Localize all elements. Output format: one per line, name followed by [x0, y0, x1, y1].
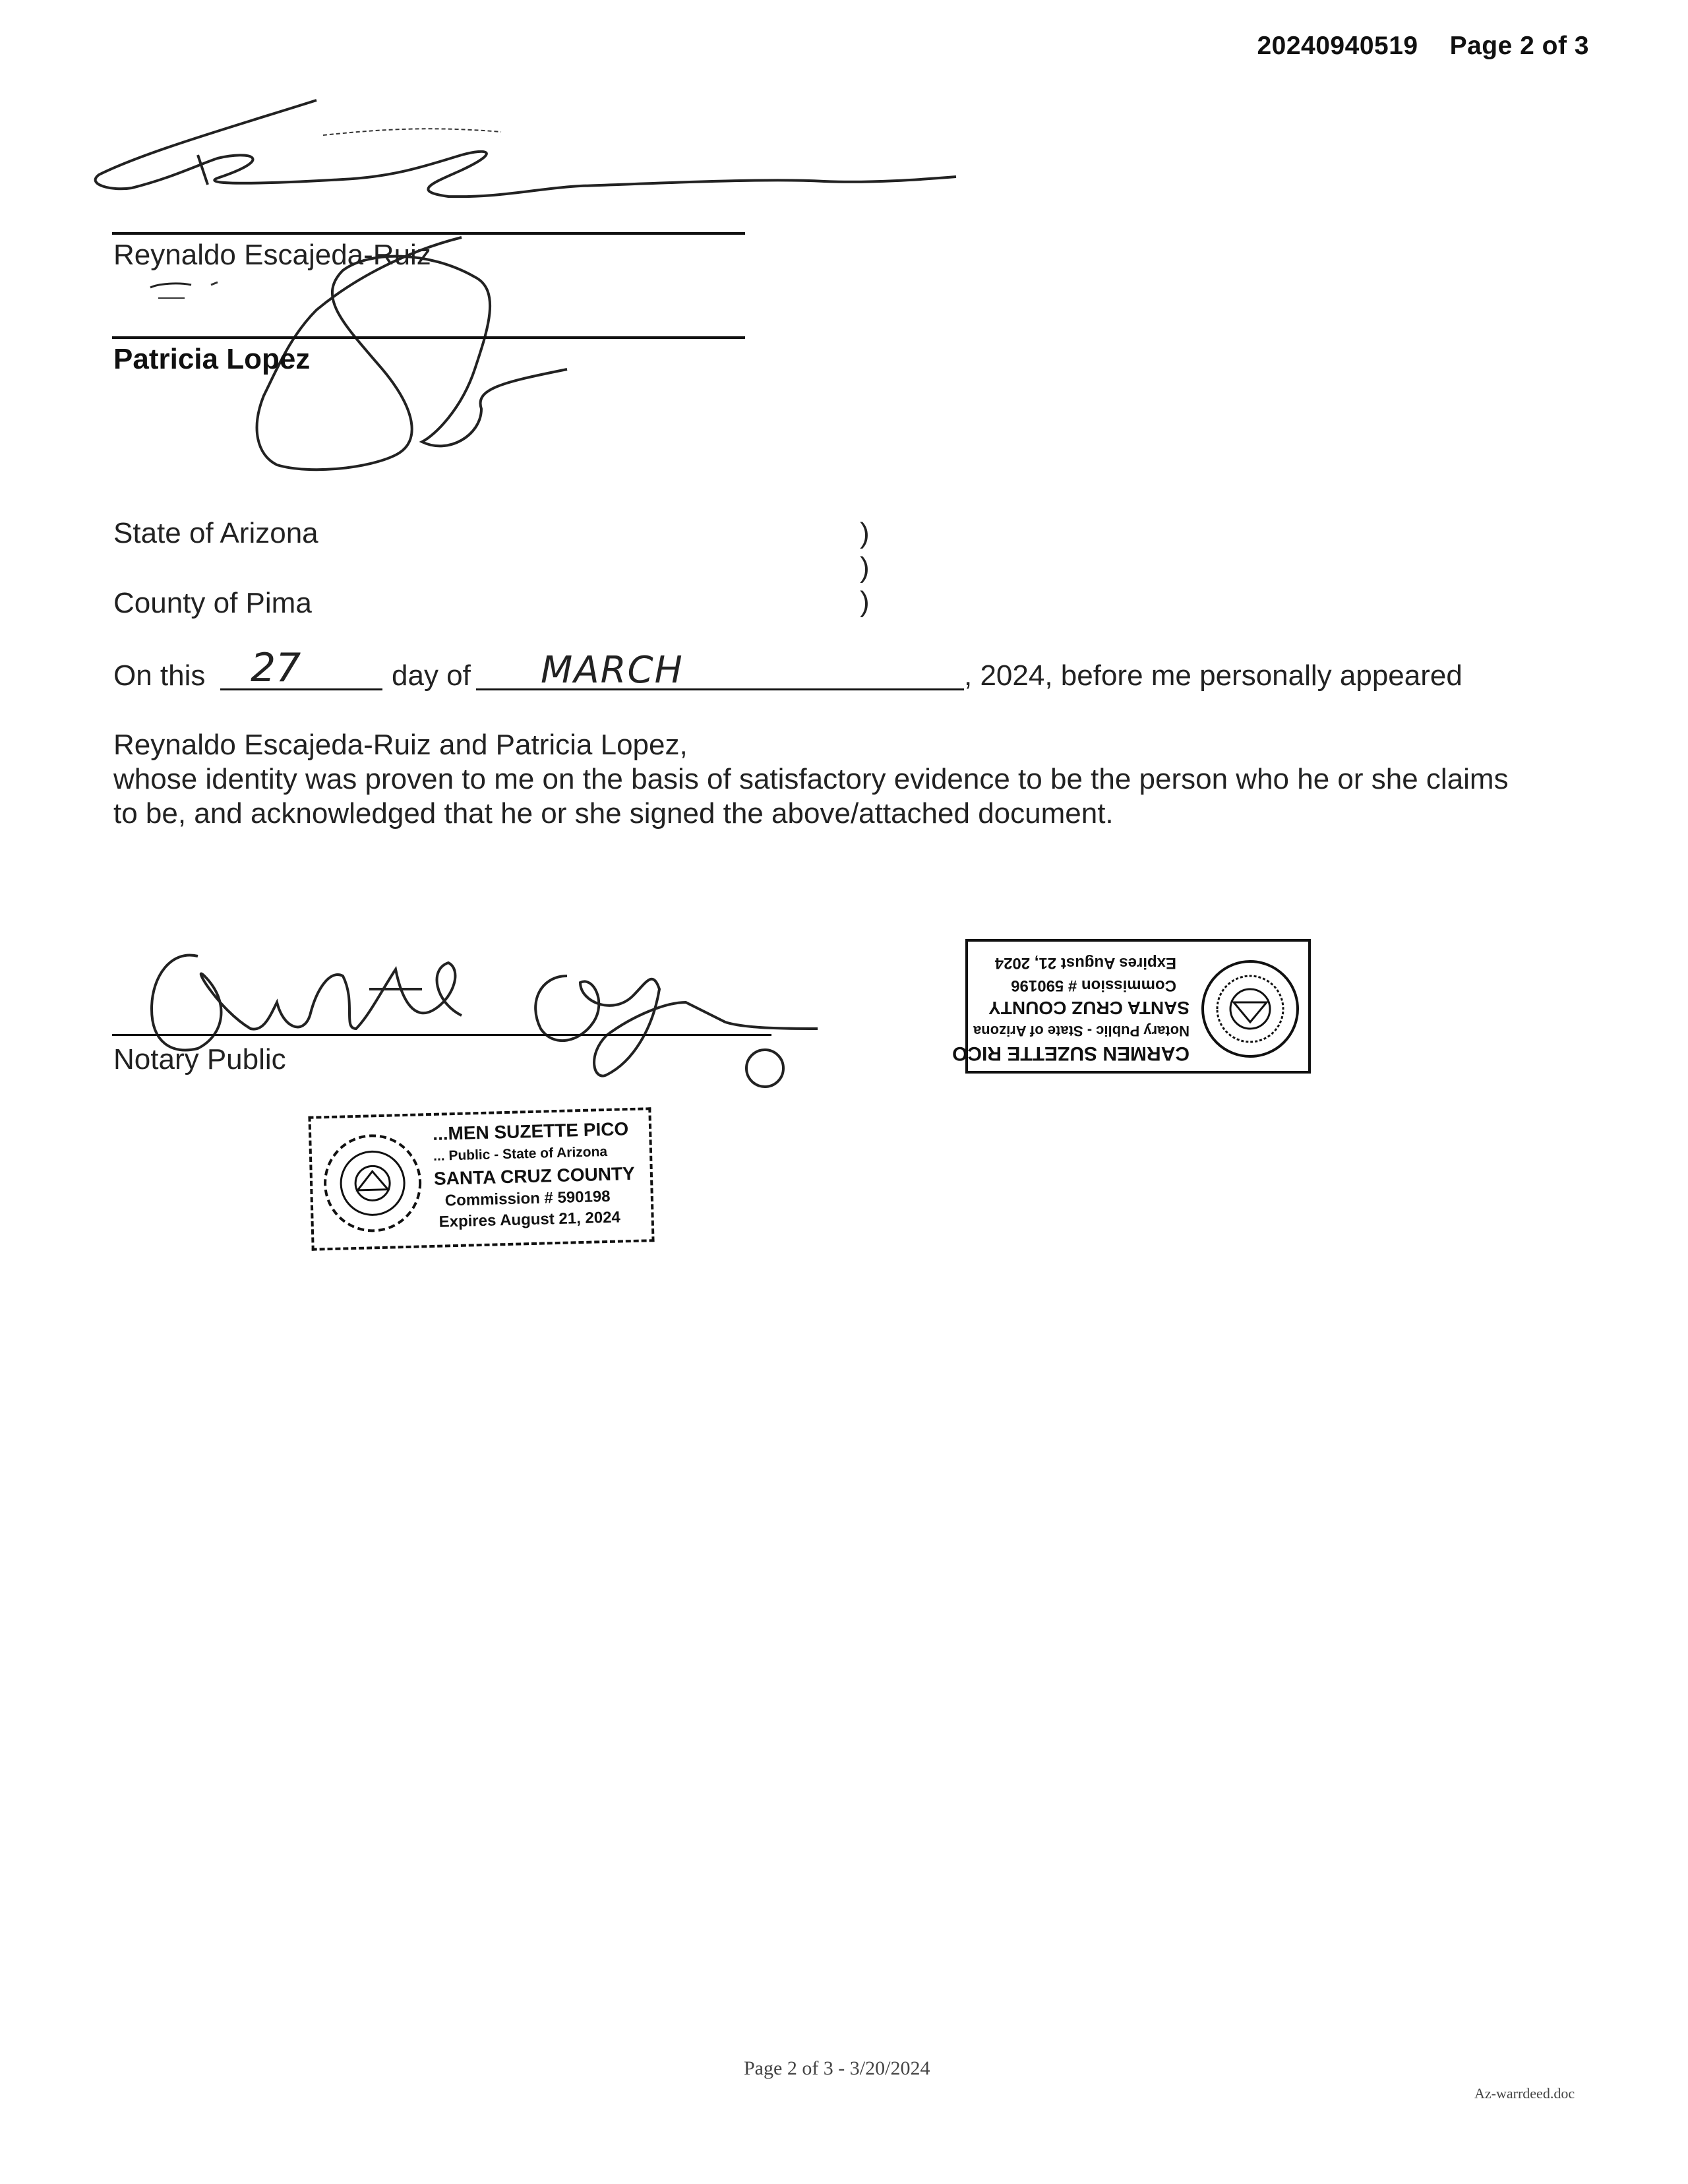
- signer-name-2: Patricia Lopez: [113, 343, 311, 375]
- ack-body-line-2: to be, and acknowledged that he or she signed the above/attached document.: [113, 797, 1114, 830]
- day-of-label: day of: [392, 659, 471, 692]
- notary-seal-icon: [1197, 956, 1303, 1062]
- month-handwritten: MARCH: [541, 649, 684, 692]
- notary-stamp-upright: [308, 1107, 654, 1251]
- footer-filename: Az-warrdeed.doc: [1474, 2085, 1575, 2102]
- ack-body-line-1: whose identity was proven to me on the basis of satisfactory evidence to be the person who he or she claims: [113, 763, 1509, 795]
- notary-seal-icon-2: [315, 1129, 430, 1237]
- state-label: State of Arizona: [113, 517, 318, 549]
- county-label: County of Pima: [113, 587, 312, 619]
- appeared-names: Reynaldo Escajeda-Ruiz and Patricia Lopez,: [113, 729, 688, 761]
- day-handwritten: 27: [251, 645, 301, 691]
- venue-paren-2: ): [860, 551, 870, 584]
- on-this-label: On this: [113, 659, 206, 692]
- year-text: , 2024, before me personally appeared: [964, 659, 1462, 692]
- stamp-expires: Expires August 21, 2024: [994, 954, 1176, 972]
- document-number: 20240940519: [1257, 32, 1418, 60]
- footer-page-info: Page 2 of 3 - 3/20/2024: [744, 2057, 930, 2079]
- stamp2-notary-state: ... Public - State of Arizona: [433, 1143, 608, 1164]
- page-indicator: Page 2 of 3: [1449, 32, 1589, 60]
- notary-stamp-inverted: [952, 939, 1311, 1074]
- stamp-notary-state: Notary Public - State of Arizona: [973, 1023, 1190, 1039]
- stamp-county: SANTA CRUZ COUNTY: [988, 998, 1190, 1018]
- venue-paren-1: ): [860, 517, 870, 549]
- stamp-commission: Commission # 590196: [1011, 977, 1176, 994]
- stamp2-county: SANTA CRUZ COUNTY: [433, 1163, 636, 1189]
- stamp2-commission: Commission # 590198: [444, 1187, 611, 1210]
- stamp-name: CARMEN SUZETTE RICO: [952, 1043, 1190, 1064]
- notary-signature-line: [112, 1034, 771, 1036]
- venue-paren-3: ): [860, 586, 870, 618]
- stamp2-expires: Expires August 21, 2024: [438, 1208, 621, 1231]
- stamp2-name: ...MEN SUZETTE PICO: [432, 1118, 629, 1144]
- notary-label: Notary Public: [113, 1043, 286, 1076]
- signer-name-1: Reynaldo Escajeda-Ruiz: [113, 239, 431, 271]
